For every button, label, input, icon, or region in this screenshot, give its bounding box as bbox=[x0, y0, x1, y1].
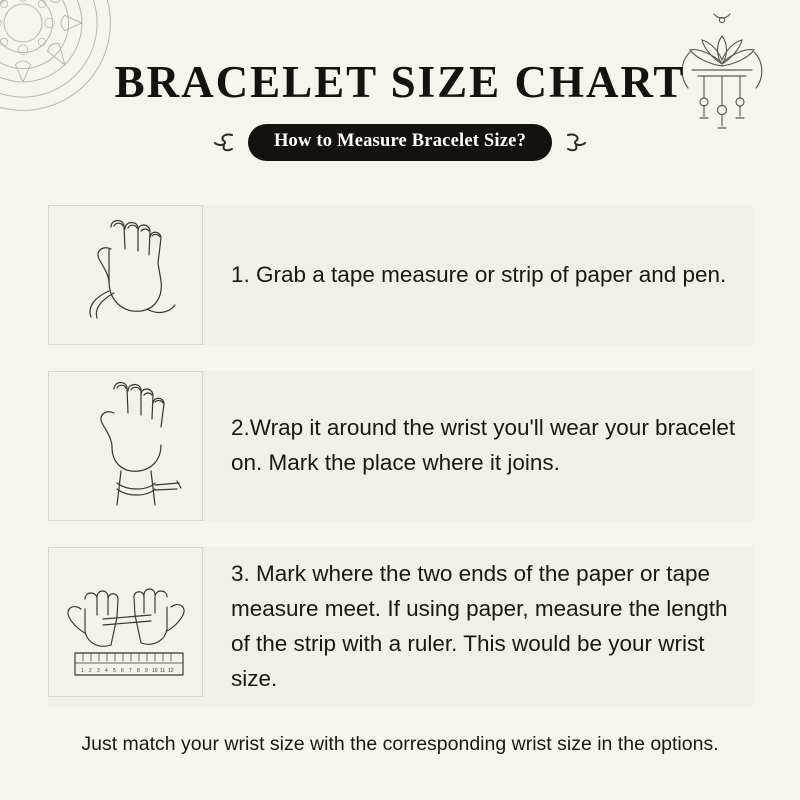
footer-note: Just match your wrist size with the corresponding wrist size in the options. bbox=[81, 733, 719, 755]
svg-text:3: 3 bbox=[96, 668, 100, 674]
step-text bbox=[203, 547, 754, 707]
svg-text:6: 6 bbox=[120, 668, 124, 674]
hand-with-tape-measure-illustration bbox=[48, 205, 203, 345]
svg-text:12: 12 bbox=[167, 668, 174, 674]
list-item bbox=[48, 205, 754, 345]
subtitle-badge: How to Measure Bracelet Size? bbox=[248, 124, 552, 161]
step-2-text: 2.Wrap it around the wrist you'll wear your bracelet on. Mark the place where it joins. bbox=[231, 415, 736, 475]
swirl-flourish-right-icon bbox=[564, 130, 590, 156]
list-item bbox=[48, 547, 754, 707]
steps-list bbox=[48, 205, 754, 733]
svg-text:8: 8 bbox=[136, 668, 140, 674]
svg-text:5: 5 bbox=[112, 668, 116, 674]
step-1-text: 1. Grab a tape measure or strip of paper and pen. bbox=[231, 261, 727, 287]
svg-text:11: 11 bbox=[159, 668, 165, 674]
step-text bbox=[203, 205, 754, 345]
subtitle-row bbox=[0, 124, 800, 161]
wrist-wrapped-with-tape-illustration bbox=[48, 371, 203, 521]
step-3-text: 3. Mark where the two ends of the paper or tape measure meet. If using paper, measure the length of the strip with a ruler. This would be your wrist size. bbox=[231, 561, 728, 691]
svg-text:10: 10 bbox=[151, 668, 158, 674]
svg-text:9: 9 bbox=[144, 668, 148, 674]
svg-text:7: 7 bbox=[128, 668, 132, 674]
hands-measuring-strip-with-ruler-illustration bbox=[48, 547, 203, 697]
list-item bbox=[48, 371, 754, 521]
svg-text:2: 2 bbox=[88, 668, 92, 674]
svg-text:4: 4 bbox=[104, 668, 108, 674]
swirl-flourish-left-icon bbox=[210, 130, 236, 156]
svg-text:1: 1 bbox=[80, 668, 84, 674]
page-title: BRACELET SIZE CHART bbox=[114, 57, 686, 107]
step-text bbox=[203, 371, 754, 521]
